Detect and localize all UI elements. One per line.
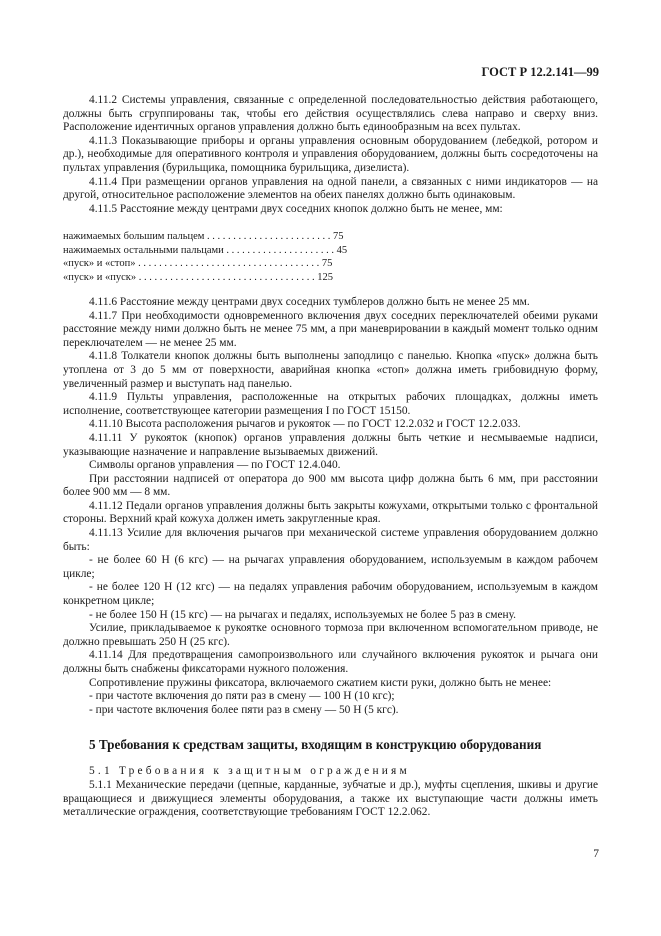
paragraph-4-11-14: 4.11.14 Для предотвращения самопроизвольного или случайного включения рукояток и рычага они должны быть снабжены фиксаторами нужного положения. — [63, 649, 598, 675]
list-item-latch-50: - при частоте включения более пяти раз в смену — 50 Н (5 кгс). — [89, 703, 399, 716]
paragraph-4-11-5: 4.11.5 Расстояние между центрами двух соседних кнопок должно быть не менее, мм: — [89, 202, 503, 215]
paragraph-4-11-12: 4.11.12 Педали органов управления должны быть закрыты кожухами, открытыми только с фронтальной стороны. Верхний край кожуха должен иметь закругленные края. — [63, 499, 598, 526]
paragraph-4-11-13: 4.11.13 Усилие для включения рычагов при механической системе управления оборудованием должно быть: — [63, 527, 598, 553]
list-item: нажимаемых большим пальцем . . . . . . . . . . . . . . . . . . . . . . . . 75 — [63, 231, 344, 243]
document-body — [63, 94, 598, 820]
section-title: 5 Требования к средствам защиты, входящим в конструкцию оборудования — [89, 737, 542, 753]
paragraph-4-11-3: 4.11.3 Показывающие приборы и органы управления основным оборудованием (лебедкой, ротором и др.), необходимые для оперативного контроля и управления оборудованием, должны быть сосредоточены на пультах управления (бурильщика, помощника бурильщика, дизелиста). — [63, 134, 598, 174]
paragraph-4-11-8: 4.11.8 Толкатели кнопок должны быть выполнены заподлицо с панелью. Кнопка «пуск» должна быть утоплена от 3 до 5 мм от поверхности, аварийная кнопка «стоп» должна иметь грибовидную форму, увеличенный размер и выступать над панелью. — [63, 350, 598, 390]
button-spacing-list — [63, 230, 598, 284]
paragraph-4-11-4: 4.11.4 При размещении органов управления на одной панели, а связанных с ними индикаторов — на другой, относительное расположение элементов на обеих панелях должно быть одинаковым. — [63, 175, 598, 202]
paragraph-4-11-10: 4.11.10 Высота расположения рычагов и рукояток — по ГОСТ 12.2.032 и ГОСТ 12.2.033. — [89, 418, 521, 431]
document-header: ГОСТ Р 12.2.141—99 — [481, 65, 599, 79]
paragraph-latch-resistance: Сопротивление пружины фиксатора, включаемого сжатием кисти руки, должно быть не менее: — [89, 676, 552, 689]
list-item: «пуск» и «стоп» . . . . . . . . . . . . . . . . . . . . . . . . . . . . . . . . . . . 75 — [63, 258, 333, 270]
paragraph-digit-height: При расстоянии надписей от оператора до 900 мм высота цифр должна быть 6 мм, при расстоянии более 900 мм — 8 мм. — [63, 472, 598, 499]
list-item-force-150: - не более 150 Н (15 кгс) — на рычагах и педалях, используемых не более 5 раз в смену. — [89, 608, 517, 621]
paragraph-4-11-6: 4.11.6 Расстояние между центрами двух соседних тумблеров должно быть не менее 25 мм. — [89, 295, 530, 308]
paragraph-brake-force: Усилие, прикладываемое к рукоятке основного тормоза при включенном вспомогательном приводе, не должно превышать 250 Н (25 кгс). — [63, 622, 598, 648]
list-item-force-120: - не более 120 Н (12 кгс) — на педалях управления рабочим оборудованием, используемым в каждом конкретном цикле; — [63, 581, 598, 608]
list-item: «пуск» и «пуск» . . . . . . . . . . . . . . . . . . . . . . . . . . . . . . . . . . 125 — [63, 271, 334, 283]
subsection-title: 5.1 Требования к защитным ограждениям — [89, 765, 410, 778]
paragraph-4-11-9: 4.11.9 Пульты управления, расположенные на открытых рабочих площадках, должны иметь исполнение, соответствующее категории размещения I по ГОСТ 15150. — [63, 391, 598, 417]
paragraph-4-11-11: 4.11.11 У рукояток (кнопок) органов управления должны быть четкие и несмываемые надписи, указывающие назначение и направление вызываемых движений. — [63, 431, 598, 458]
paragraph-symbols: Символы органов управления — по ГОСТ 12.4.040. — [89, 459, 341, 472]
list-item: нажимаемых остальными пальцами . . . . . . . . . . . . . . . . . . . . . 45 — [63, 244, 348, 256]
paragraph-4-11-7: 4.11.7 При необходимости одновременного включения двух соседних переключателей обеими руками расстояние между ними должно быть не менее 75 мм, а при маневрировании в каждый момент только одним переключателем — не менее 25 мм. — [63, 309, 598, 349]
list-item-latch-100: - при частоте включения до пяти раз в смену — 100 Н (10 кгс); — [89, 690, 395, 703]
page-number: 7 — [593, 848, 599, 860]
paragraph-4-11-2: 4.11.2 Системы управления, связанные с определенной последовательностью действия работающего, должны быть сгруппированы так, чтобы его действия осуществлялись слева направо и сверху вниз. Расположение идентичных органов управления должно быть единообразным на всех пультах. — [63, 94, 598, 134]
paragraph-5-1-1: 5.1.1 Механические передачи (цепные, карданные, зубчатые и др.), муфты сцепления, шкивы и другие вращающиеся и движущиеся элементы оборудования, а также их выступающие части должны иметь металлические ограждения, соответствующие требованиям ГОСТ 12.2.062. — [63, 778, 598, 819]
list-item-force-60: - не более 60 Н (6 кгс) — на рычагах управления оборудованием, используемым в каждом рабочем цикле; — [63, 554, 598, 580]
